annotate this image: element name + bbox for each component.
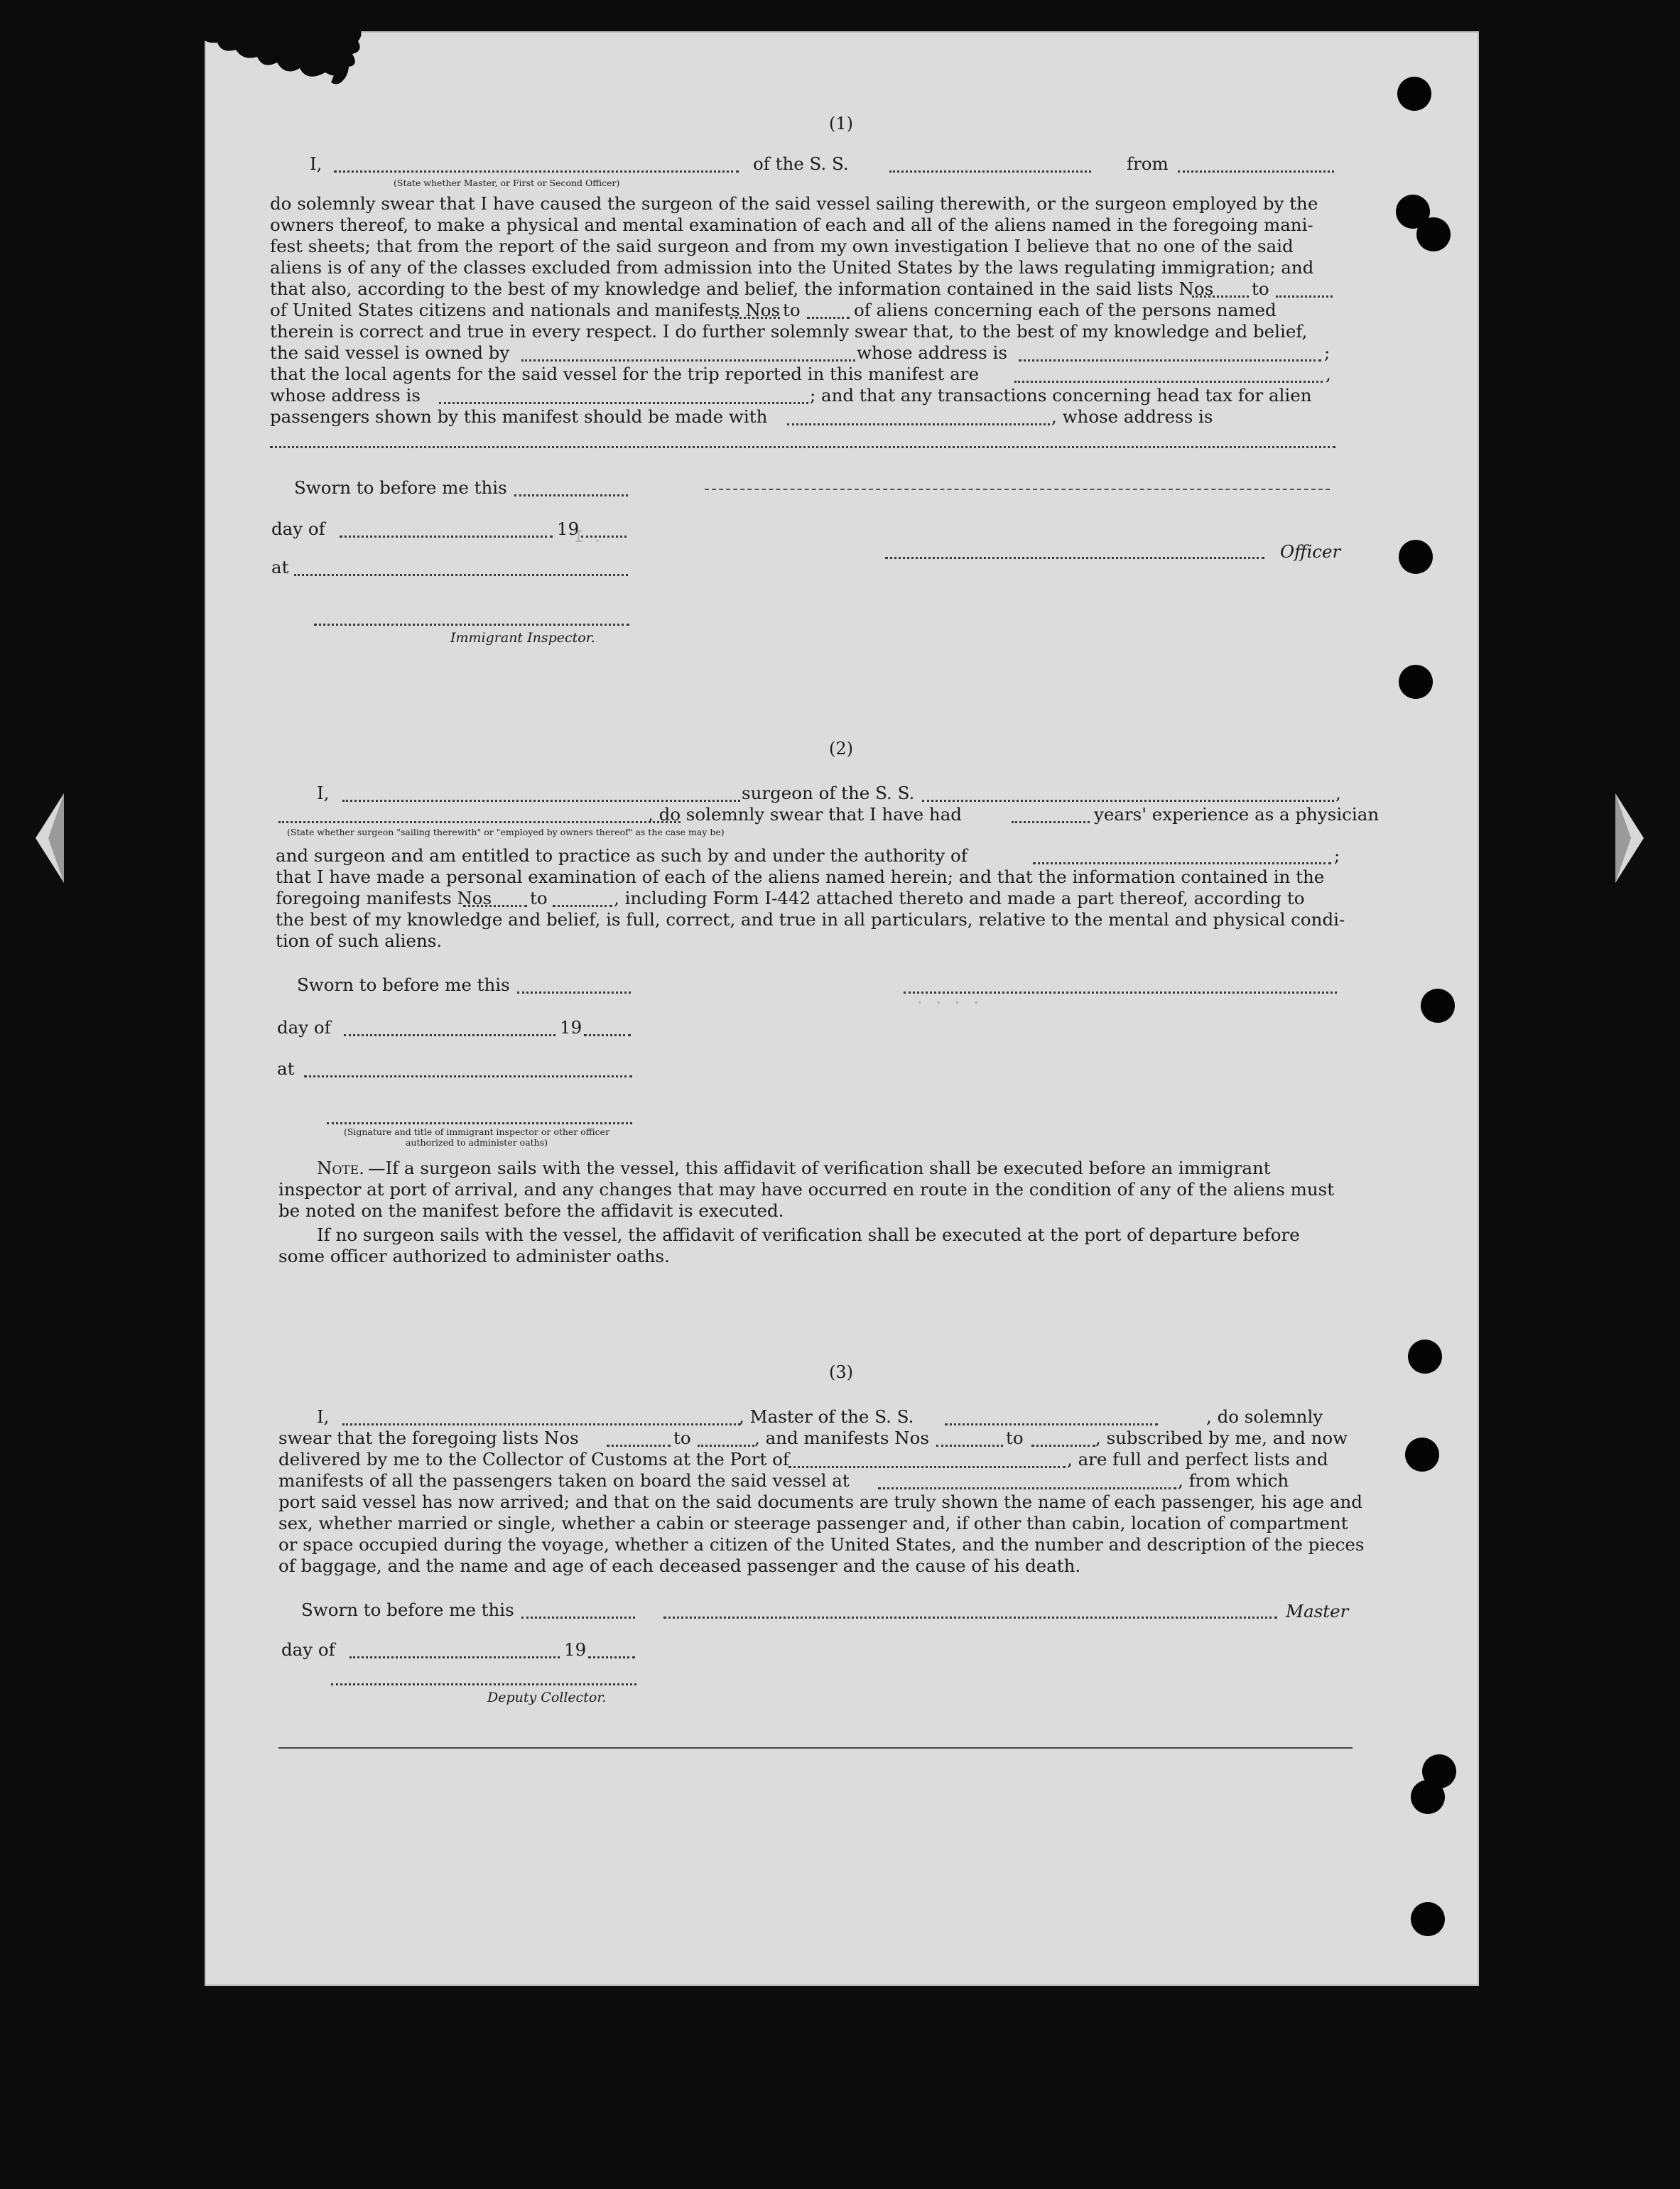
years-experience-line[interactable] (1012, 821, 1090, 823)
master-label: Master (1286, 1601, 1349, 1622)
master-vessel-line[interactable] (945, 1423, 1158, 1425)
section3-to-2: to (1006, 1428, 1024, 1448)
note-text: —If a surgeon sails with the vessel, this affidavit of verification shall be executed before an immigrant (368, 1158, 1271, 1178)
owner-address-line[interactable] (1019, 359, 1321, 362)
note-line: inspector at port of arrival, and any changes that may have occurred en route in the condition of any of the aliens must (278, 1179, 1335, 1200)
section-number: (2) (829, 739, 853, 759)
section1-i: I, (310, 153, 323, 174)
port-of-departure-line[interactable] (878, 1487, 1176, 1489)
section3-master-of-ss: , Master of the S. S. (739, 1406, 914, 1427)
immigrant-inspector-label: Immigrant Inspector. (450, 630, 595, 646)
list-to-line[interactable] (1276, 295, 1333, 298)
from-port-line[interactable] (1178, 170, 1334, 173)
sworn-label: Sworn to before me this (294, 477, 507, 498)
day-of-label: day of (271, 518, 325, 539)
section1-whose-address-end: , whose address is (1051, 406, 1213, 427)
surgeon-manifest-to-line[interactable] (553, 905, 612, 907)
comma: , (1335, 783, 1341, 803)
master-list-from-line[interactable] (607, 1445, 671, 1447)
deputy-collector-label: Deputy Collector. (487, 1690, 607, 1705)
if-no-surgeon-line: If no surgeon sails with the vessel, the affidavit of verification shall be executed at the port of departure before (317, 1224, 1300, 1245)
surgeon-status-line[interactable] (278, 821, 681, 823)
section3-line: manifests of all the passengers taken on board the said vessel at (278, 1470, 850, 1491)
day-of-line[interactable] (349, 1656, 560, 1658)
punch-hole (1411, 1902, 1445, 1936)
section2-note: (State whether surgeon "sailing therewith" or "employed by owners thereof" as the case may be) (287, 827, 725, 837)
section3-manifests: , and manifests Nos (754, 1428, 929, 1448)
signature-dash-line (705, 489, 1330, 490)
torn-corner-mark (200, 26, 371, 89)
section3-line: port said vessel has now arrived; and that on the said documents are truly shown the name of each passenger, his age and (278, 1492, 1362, 1512)
year-line[interactable] (581, 536, 627, 538)
punch-hole (1411, 1780, 1445, 1814)
section1-to: to (1252, 278, 1269, 299)
section1-paragraph-line: of United States citizens and nationals and manifests Nos (270, 300, 781, 320)
port-of-arrival-line[interactable] (788, 1466, 1066, 1468)
section2-form: , including Form I-442 attached thereto and made a part thereof, according to (614, 888, 1305, 908)
year-line[interactable] (588, 1656, 635, 1658)
punch-hole (1405, 1438, 1439, 1472)
surgeon-manifest-from-line[interactable] (463, 905, 527, 907)
section2-swear: , do solemnly swear that I have had (648, 804, 962, 825)
section3-from: , from which (1178, 1470, 1289, 1491)
at-label: at (277, 1058, 295, 1079)
section2-paragraph-line: that I have made a personal examination of each of the aliens named herein; and that the information contained in the (276, 867, 1325, 887)
inspector-signature-line[interactable] (327, 1122, 632, 1124)
section2-i: I, (317, 783, 330, 803)
section2-to: to (530, 888, 548, 908)
year-label: 19 (564, 1639, 587, 1660)
semicolon: ; (1334, 845, 1340, 866)
officer-signature-line[interactable] (885, 557, 1264, 559)
surgeon-name-line[interactable] (342, 800, 740, 802)
list-from-line[interactable] (1192, 295, 1249, 298)
punch-hole (1416, 217, 1451, 251)
section1-of-aliens: of aliens concerning each of the persons named (854, 300, 1277, 320)
section3-full: , are full and perfect lists and (1067, 1449, 1328, 1470)
section1-of-ss: of the S. S. (753, 153, 849, 174)
section2-years: years' experience as a physician (1094, 804, 1380, 825)
section1-paragraph-line: that the local agents for the said vessel for the trip reported in this manifest are (270, 364, 979, 384)
section3-line: or space occupied during the voyage, whether a citizen of the United States, and the number and description of the pieces (278, 1534, 1365, 1555)
section3-solemnly: , do solemnly (1206, 1406, 1323, 1427)
section1-paragraph-line: owners thereof, to make a physical and mental examination of each and all of the aliens named in the foregoing mani- (270, 214, 1313, 235)
semicolon: ; (1324, 342, 1331, 363)
section1-head-tax: ; and that any transactions concerning head tax for alien (810, 385, 1312, 406)
head-tax-agent-line[interactable] (787, 423, 1050, 425)
day-of-label: day of (277, 1017, 331, 1038)
bottom-rule (278, 1747, 1353, 1749)
sworn-date-line[interactable] (521, 1617, 635, 1619)
section2-paragraph-line: the best of my knowledge and belief, is full, correct, and true in all particulars, relative to the mental and physical condi- (276, 909, 1345, 930)
note-line: be noted on the manifest before the affidavit is executed. (278, 1200, 784, 1221)
if-no-surgeon-line: some officer authorized to administer oaths. (278, 1246, 670, 1266)
year-label: 19 (560, 1017, 582, 1038)
next-page-arrow-icon[interactable] (1613, 792, 1648, 884)
punch-hole (1408, 1340, 1442, 1374)
section1-paragraph-line: whose address is (270, 385, 421, 406)
punch-hole (1421, 989, 1455, 1023)
sworn-date-line[interactable] (514, 494, 628, 496)
section1-paragraph-line: that also, according to the best of my knowledge and belief, the information contained in the said lists Nos (270, 278, 1214, 299)
vessel-name-line[interactable] (889, 170, 1091, 173)
master-name-line[interactable] (334, 170, 739, 173)
section3-line: swear that the foregoing lists Nos (278, 1428, 579, 1448)
at-label: at (271, 557, 289, 577)
sworn-label: Sworn to before me this (301, 1599, 514, 1620)
master-signature-line[interactable] (663, 1617, 1277, 1619)
section3-to: to (673, 1428, 691, 1448)
section1-paragraph-line: the said vessel is owned by (270, 342, 510, 363)
owner-line[interactable] (521, 359, 855, 362)
section3-line: of baggage, and the name and age of each deceased passenger and the cause of his death. (278, 1555, 1081, 1576)
day-of-line[interactable] (344, 1034, 556, 1036)
head-tax-address-line[interactable] (270, 446, 1335, 448)
section1-from: from (1127, 153, 1169, 174)
punch-hole (1397, 77, 1431, 111)
inspector-signature-line[interactable] (314, 624, 629, 626)
day-of-label: day of (281, 1639, 335, 1660)
deputy-signature-line[interactable] (331, 1683, 636, 1685)
section3-line: delivered by me to the Collector of Customs at the Port of (278, 1449, 789, 1470)
section1-note: (State whether Master, or First or Second Officer) (394, 178, 620, 188)
section2-surgeon-of-ss: surgeon of the S. S. (742, 783, 915, 803)
section1-paragraph-line: passengers shown by this manifest should be made with (270, 406, 768, 427)
section2-paragraph-line: tion of such aliens. (276, 930, 443, 951)
day-of-line[interactable] (340, 536, 553, 538)
section1-paragraph-line: fest sheets; that from the report of the said surgeon and from my own investigation I believe that no one of the said (270, 236, 1294, 256)
punch-hole (1399, 665, 1433, 699)
manifest-from-line[interactable] (730, 317, 780, 319)
section1-to-2: to (783, 300, 801, 320)
comma: , (1326, 364, 1331, 384)
section2-paragraph-line: and surgeon and am entitled to practice as such by and under the authority of (276, 845, 968, 866)
section3-subscribed: , subscribed by me, and now (1095, 1428, 1348, 1448)
master-list-to-line[interactable] (698, 1445, 754, 1447)
section1-whose-address: whose address is (857, 342, 1007, 363)
punch-hole (1399, 540, 1433, 574)
section-number: (3) (829, 1362, 853, 1382)
local-agents-line[interactable] (1014, 381, 1323, 383)
year-label: 19 (557, 518, 580, 539)
sworn-label: Sworn to before me this (297, 974, 510, 995)
note-label: Note. (317, 1158, 364, 1178)
official-signature-line[interactable] (904, 992, 1337, 994)
master-name-line[interactable] (342, 1423, 740, 1425)
master-manifest-to-line[interactable] (1031, 1445, 1095, 1447)
year-line[interactable] (584, 1034, 631, 1036)
agent-address-line[interactable] (439, 402, 808, 404)
at-place-line[interactable] (294, 574, 628, 576)
at-place-line[interactable] (304, 1075, 632, 1077)
manifest-to-line[interactable] (807, 317, 850, 319)
section-number: (1) (829, 114, 853, 134)
section1-paragraph-line: do solemnly swear that I have caused the surgeon of the said vessel sailing therewith, or the surgeon employed by the (270, 193, 1318, 214)
section1-paragraph-line: aliens is of any of the classes excluded from admission into the United States by the laws regulating immigration; and (270, 257, 1314, 278)
manifest-page: . I . . . . (1) I, of the S. S. from (State whether Master, or First or Second Officer) do solemnly swear that I have caused the surgeon of the said vessel sailing therewith, or the surgeon employed by the owners thereof, to make a physical and mental examination of each and all of the aliens named in the foregoing mani- fest sheets; that from the report of the said surgeon and from my own investigation I believe that no one of the said aliens is of any of the classes excluded from admission into the United States by the laws regulating immigration; and that also, according to the best of my knowledge and belief, the information contained in the said lists Nos to of United States citizens and nationals and manifests Nos to of aliens concerning each of the persons named therein is correct and true in every respect. I do further solemnly swear that, to the best of my knowledge and belief, the said vessel is owned by whose address is ; that the local agents for the said vessel for the trip reported in this manifest are , whose address is ; and that any transactions concerning head tax for alien passengers shown by this manifest should be made with , whose address is Sworn to before me this day of 19 Officer at Immigrant Inspector. (2) I, surgeon of the S. S. , , do solemnly swear that I have had years' experience as a physician (State whether surgeon "sailing therewith" or "employed by owners thereof" as the case may be) and surgeon and am entitled to practice as such by and under the authority of ; that I have made a personal examination of each of the aliens named herein; and that the information contained in the foregoing manifests Nos to , including Form I-442 attached thereto and made a part thereof, according to the best of my knowledge and belief, is full, correct, and true in all particulars, relative to the mental and physical condi- tion of such aliens. Sworn to before me this day of 19 at (Signature and title of immigrant inspector or other officer authorized to administer oaths) Note. —If a surgeon sails with the vessel, this affidavit of verification shall be executed before an immigrant inspector at port of arrival, and any changes that may have occurred en route in the condition of any of the aliens must be noted on the manifest before the affidavit is executed. If no surgeon sails with the vessel, the affidavit of verification shall be executed at the port of departure before some officer authorized to administer oaths. (3) I, , Master of the S. S. , do solemnly swear that the foregoing lists Nos to , and manifests Nos to , subscribed by me, and now delivered by me to the Collector of Customs at the Port of , are full and perfect lists and manifests of all the passengers taken on board the said vessel at , from which port said vessel has now arrived; and that on the said documents are truly shown the name of each passenger, his age and sex, whether married or single, whether a cabin or steerage passenger and, if other than cabin, location of compartment or space occupied during the voyage, whether a citizen of the United States, and the number and description of the pieces of baggage, and the name and age of each deceased passenger and the cause of his death. Sworn to before me this Master day of 19 Deputy Collector. (205, 31, 1479, 1986)
section3-line: sex, whether married or single, whether a cabin or steerage passenger and, if other than cabin, location of compartment (278, 1513, 1348, 1533)
signature-note: (Signature and title of immigrant inspector or other officer authorized to administer oaths) (343, 1126, 610, 1148)
sworn-date-line[interactable] (517, 992, 631, 994)
master-manifest-from-line[interactable] (936, 1445, 1003, 1447)
section2-paragraph-line: foregoing manifests Nos (276, 888, 492, 908)
authority-line[interactable] (1033, 862, 1331, 864)
officer-label: Officer (1280, 541, 1341, 562)
section1-paragraph-line: therein is correct and true in every respect. I do further solemnly swear that, to the best of my knowledge and belief, (270, 321, 1308, 342)
previous-page-arrow-icon[interactable] (31, 792, 67, 884)
section3-i: I, (317, 1406, 330, 1427)
surgeon-vessel-line[interactable] (922, 800, 1334, 802)
